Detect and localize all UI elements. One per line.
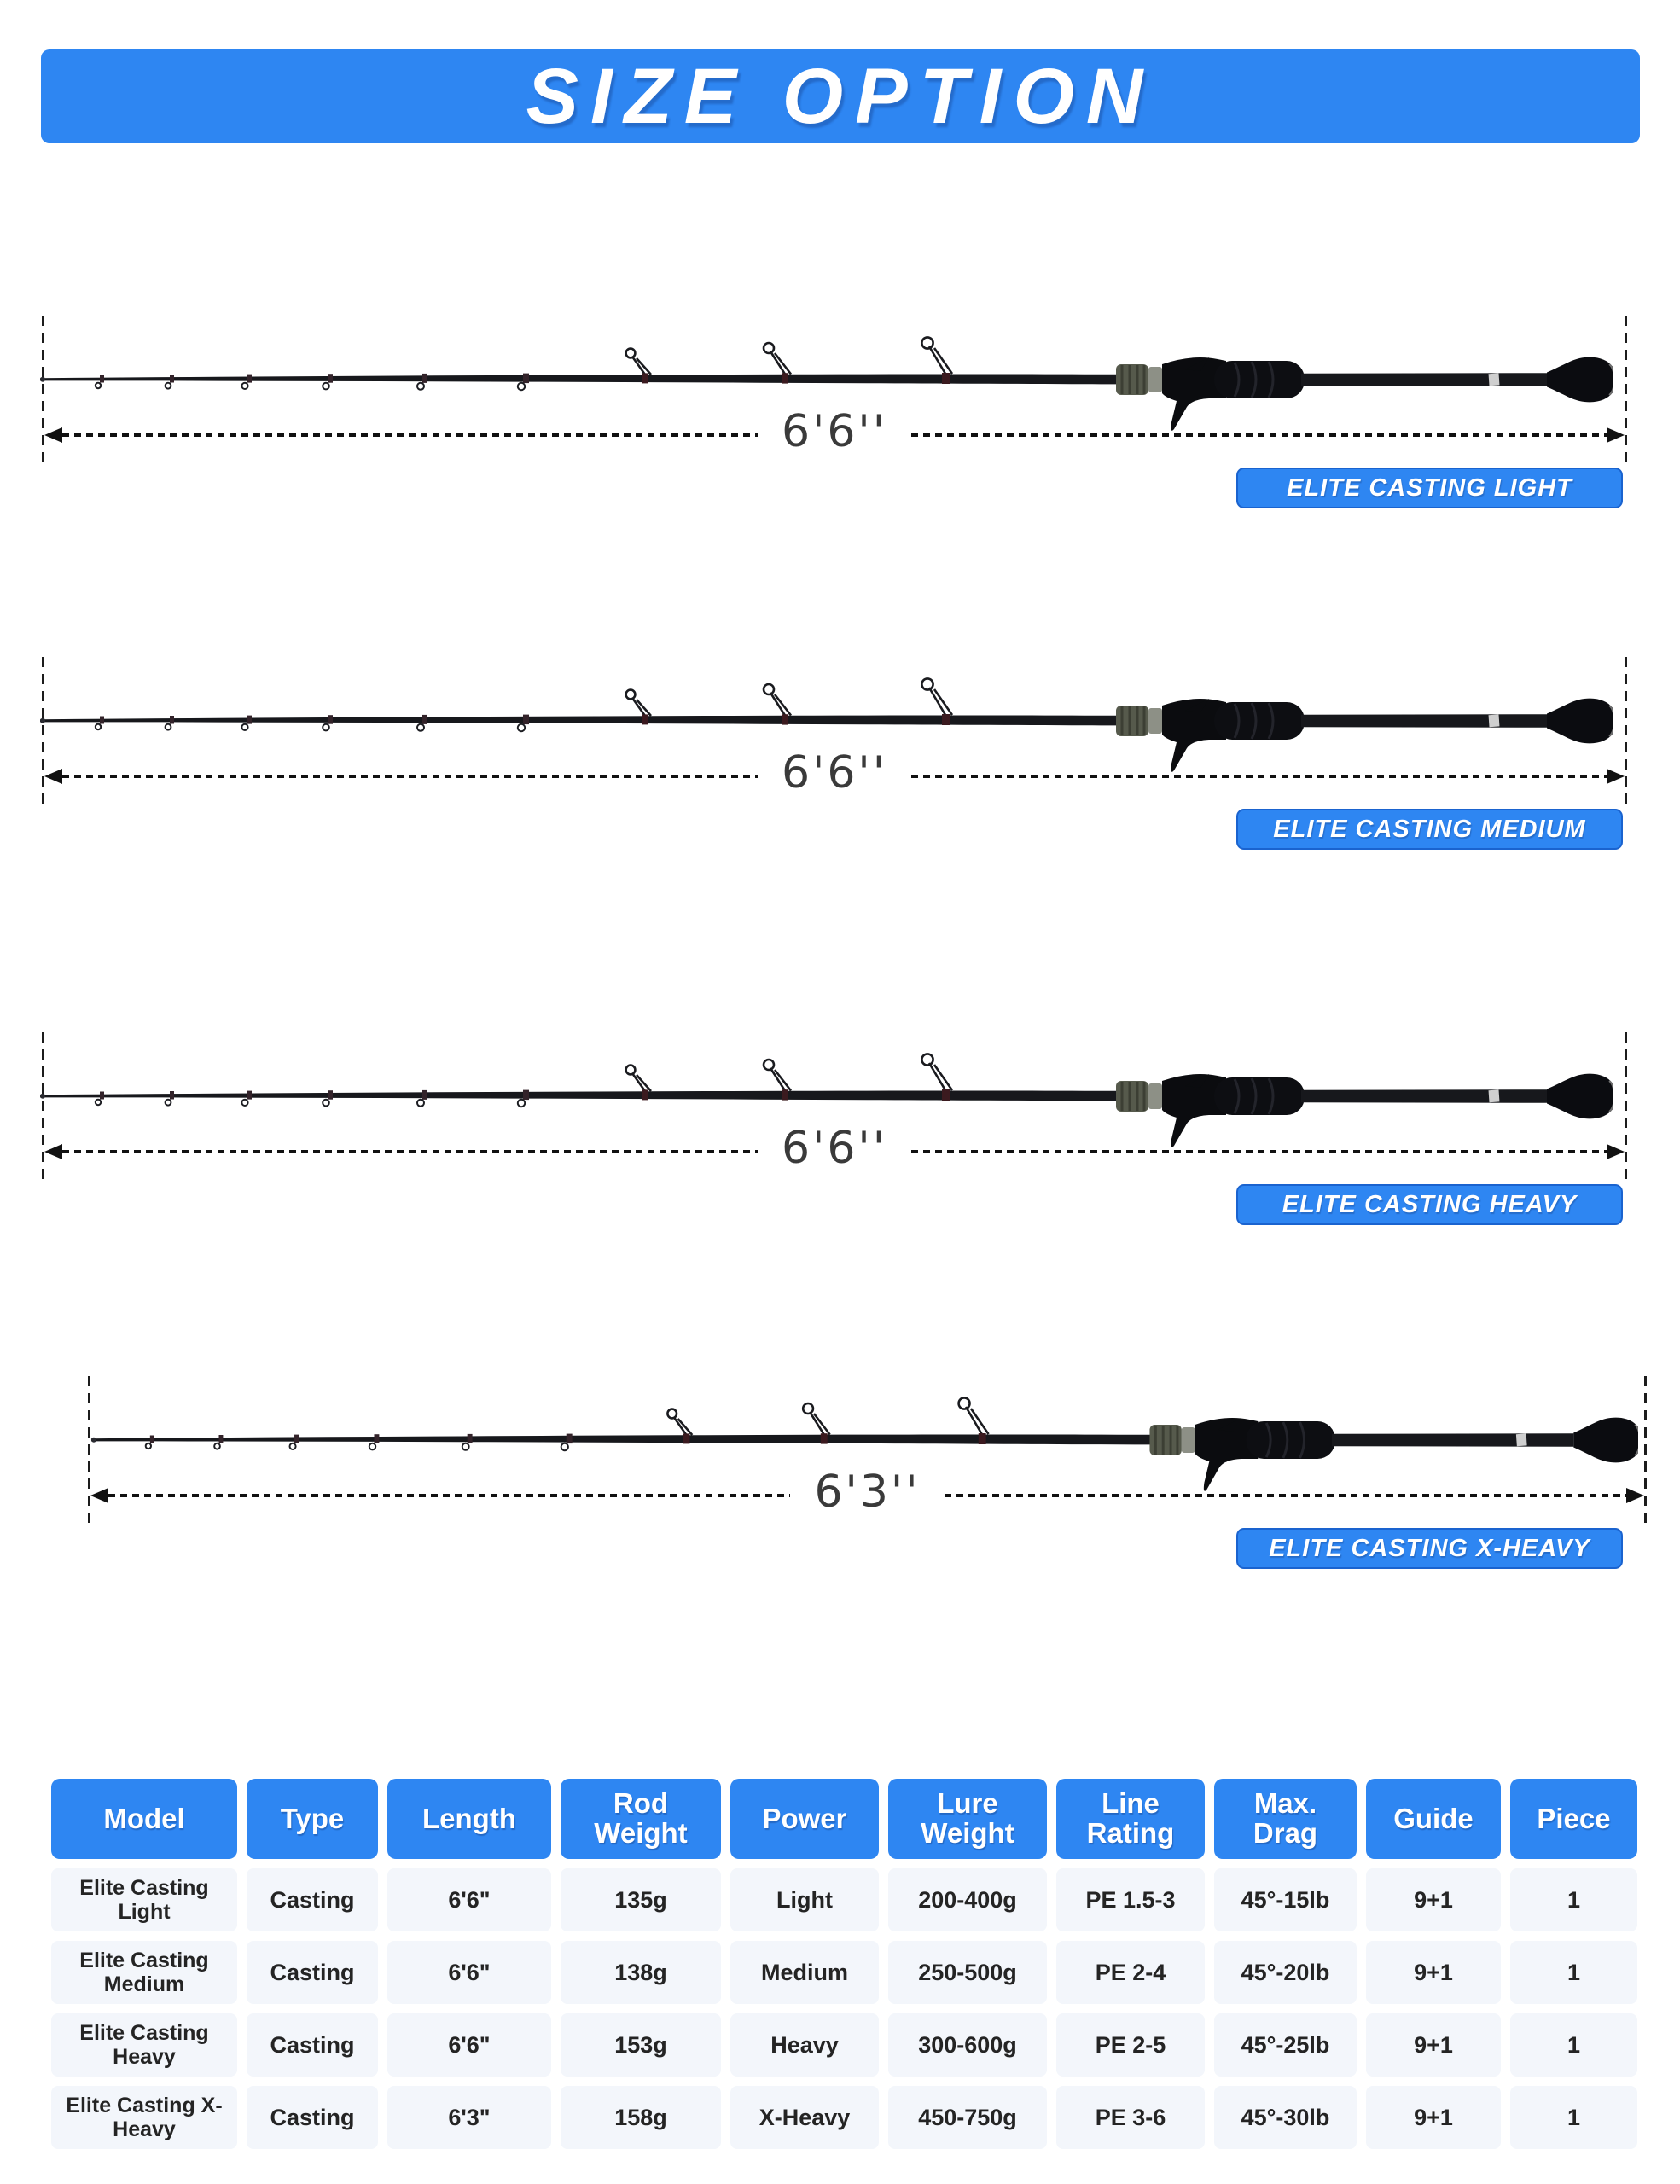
rod-section-x-heavy bbox=[0, 1376, 1680, 1581]
cell-power: Medium bbox=[730, 1941, 879, 2004]
arrow-left-icon bbox=[44, 769, 62, 784]
cell-piece: 1 bbox=[1510, 1868, 1637, 1931]
cell-guide: 9+1 bbox=[1366, 1941, 1501, 2004]
cell-length: 6'6" bbox=[387, 1941, 551, 2004]
col-header-length: Length bbox=[387, 1779, 551, 1859]
arrow-left-icon bbox=[44, 1144, 62, 1159]
rod-model-label: ELITE CASTING MEDIUM bbox=[1273, 815, 1586, 843]
cell-piece: 1 bbox=[1510, 2013, 1637, 2077]
length-label: 6'6'' bbox=[781, 406, 888, 457]
cell-line-rating: PE 1.5-3 bbox=[1056, 1868, 1205, 1931]
cell-model: Elite Casting Heavy bbox=[51, 2013, 237, 2077]
cell-rod-weight: 153g bbox=[561, 2013, 721, 2077]
cell-piece: 1 bbox=[1510, 2086, 1637, 2149]
length-label: 6'6'' bbox=[781, 1123, 888, 1174]
cell-power: Heavy bbox=[730, 2013, 879, 2077]
col-header-piece: Piece bbox=[1510, 1779, 1637, 1859]
dimension-line bbox=[945, 1494, 1626, 1497]
dimension-line bbox=[62, 433, 758, 437]
cell-type: Casting bbox=[247, 2013, 378, 2077]
cell-guide: 9+1 bbox=[1366, 2086, 1501, 2149]
col-header-type: Type bbox=[247, 1779, 378, 1859]
col-header-guide: Guide bbox=[1366, 1779, 1501, 1859]
spec-table bbox=[51, 1779, 1637, 2158]
dimension-boundary-right bbox=[1625, 1032, 1627, 1184]
cell-lure-weight: 250-500g bbox=[888, 1941, 1047, 2004]
rod-section-light bbox=[0, 316, 1680, 520]
cell-max-drag: 45°-30lb bbox=[1214, 2086, 1357, 2149]
length-dimension bbox=[44, 747, 1625, 800]
dimension-line bbox=[911, 433, 1607, 437]
cell-guide: 9+1 bbox=[1366, 1868, 1501, 1931]
cell-model: Elite Casting Light bbox=[51, 1868, 237, 1931]
table-row bbox=[51, 1941, 1637, 2004]
rod-model-label: ELITE CASTING LIGHT bbox=[1287, 473, 1572, 502]
cell-max-drag: 45°-25lb bbox=[1214, 2013, 1357, 2077]
dimension-boundary-right bbox=[1644, 1376, 1647, 1528]
col-header-power: Power bbox=[730, 1779, 879, 1859]
page-title: SIZE OPTION bbox=[526, 52, 1155, 140]
col-header-lure-weight: Lure Weight bbox=[888, 1779, 1047, 1859]
cell-length: 6'6" bbox=[387, 1868, 551, 1931]
rod-model-label: ELITE CASTING HEAVY bbox=[1282, 1190, 1578, 1218]
arrow-left-icon bbox=[44, 427, 62, 443]
dimension-boundary-right bbox=[1625, 657, 1627, 809]
cell-rod-weight: 138g bbox=[561, 1941, 721, 2004]
dimension-line bbox=[62, 775, 758, 778]
cell-type: Casting bbox=[247, 1941, 378, 2004]
cell-guide: 9+1 bbox=[1366, 2013, 1501, 2077]
cell-line-rating: PE 3-6 bbox=[1056, 2086, 1205, 2149]
cell-power: Light bbox=[730, 1868, 879, 1931]
rod-model-badge bbox=[1236, 1184, 1623, 1225]
length-dimension bbox=[44, 1123, 1625, 1176]
cell-piece: 1 bbox=[1510, 1941, 1637, 2004]
dimension-line bbox=[911, 775, 1607, 778]
rod-section-medium bbox=[0, 657, 1680, 862]
cell-length: 6'6" bbox=[387, 2013, 551, 2077]
cell-rod-weight: 135g bbox=[561, 1868, 721, 1931]
table-row bbox=[51, 2086, 1637, 2149]
section-title-banner bbox=[41, 49, 1640, 143]
dimension-line bbox=[62, 1150, 758, 1153]
arrow-right-icon bbox=[1626, 1488, 1644, 1503]
cell-power: X-Heavy bbox=[730, 2086, 879, 2149]
cell-line-rating: PE 2-4 bbox=[1056, 1941, 1205, 2004]
rod-section-heavy bbox=[0, 1032, 1680, 1237]
col-header-model: Model bbox=[51, 1779, 237, 1859]
cell-type: Casting bbox=[247, 2086, 378, 2149]
cell-length: 6'3" bbox=[387, 2086, 551, 2149]
table-header-row bbox=[51, 1779, 1637, 1859]
cell-rod-weight: 158g bbox=[561, 2086, 721, 2149]
col-header-line-rating: Line Rating bbox=[1056, 1779, 1205, 1859]
length-dimension bbox=[44, 406, 1625, 459]
arrow-right-icon bbox=[1607, 1144, 1625, 1159]
length-label: 6'6'' bbox=[781, 747, 888, 799]
rod-model-badge bbox=[1236, 809, 1623, 850]
cell-max-drag: 45°-20lb bbox=[1214, 1941, 1357, 2004]
arrow-left-icon bbox=[90, 1488, 108, 1503]
table-row bbox=[51, 1868, 1637, 1931]
cell-model: Elite Casting X-Heavy bbox=[51, 2086, 237, 2149]
col-header-max-drag: Max. Drag bbox=[1214, 1779, 1357, 1859]
arrow-right-icon bbox=[1607, 427, 1625, 443]
cell-max-drag: 45°-15lb bbox=[1214, 1868, 1357, 1931]
col-header-rod-weight: Rod Weight bbox=[561, 1779, 721, 1859]
cell-lure-weight: 300-600g bbox=[888, 2013, 1047, 2077]
cell-lure-weight: 450-750g bbox=[888, 2086, 1047, 2149]
arrow-right-icon bbox=[1607, 769, 1625, 784]
cell-lure-weight: 200-400g bbox=[888, 1868, 1047, 1931]
rod-model-badge bbox=[1236, 468, 1623, 508]
dimension-line bbox=[911, 1150, 1607, 1153]
dimension-boundary-right bbox=[1625, 316, 1627, 468]
length-dimension bbox=[90, 1467, 1644, 1519]
rod-model-label: ELITE CASTING X-HEAVY bbox=[1269, 1534, 1590, 1562]
length-label: 6'3'' bbox=[814, 1467, 921, 1518]
dimension-line bbox=[108, 1494, 790, 1497]
cell-line-rating: PE 2-5 bbox=[1056, 2013, 1205, 2077]
table-row bbox=[51, 2013, 1637, 2077]
cell-type: Casting bbox=[247, 1868, 378, 1931]
cell-model: Elite Casting Medium bbox=[51, 1941, 237, 2004]
rod-model-badge bbox=[1236, 1528, 1623, 1569]
